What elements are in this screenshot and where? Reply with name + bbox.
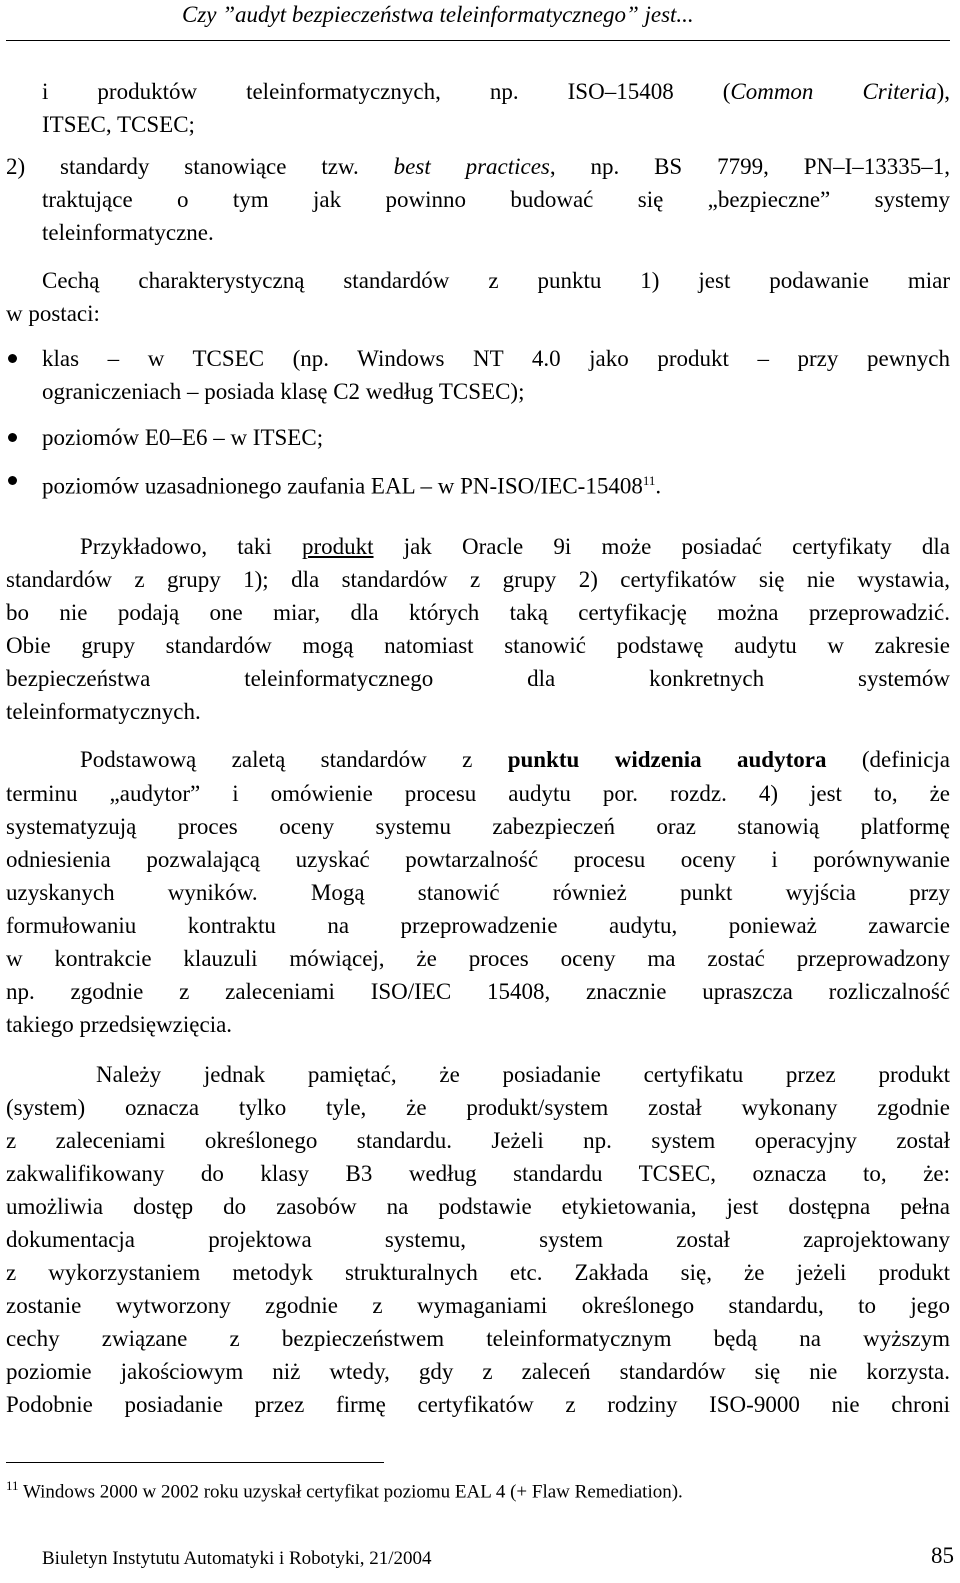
bullet-line: klas – w TCSEC (np. Windows NT 4.0 jako produkt – przy pewnych [42,346,950,371]
text: 2) standardy stanowiące tzw. [6,154,394,179]
running-header [0,0,960,44]
text: jak Oracle 9i może posiadać certyfikaty dla [373,534,951,559]
paragraph-line [80,746,950,774]
paragraph-line: formułowaniu kontraktu na przeprowadzenie audytu, ponieważ zawarcie [6,913,950,938]
paragraph-line: (system) oznacza tylko tyle, że produkt/system został wykonany zgodnie [6,1095,950,1120]
text: Podstawową zaletą standardów z [80,747,508,772]
list-line: traktujące o tym jak powinno budować się „bezpieczne” systemy [42,187,950,212]
text: poziomów uzasadnionego zaufania EAL – w PN-ISO/IEC-15408 [42,473,643,499]
text: , np. BS 7799, PN–I–13335–1, [549,154,950,179]
running-header-title: Czy ”audyt bezpieczeństwa teleinformatycznego” jest... [182,2,694,27]
footnote-number: 11 [6,1478,19,1493]
page-number: 85 [931,1543,954,1568]
text-italic: Common Criteria [730,79,937,104]
bullet-icon [6,473,20,487]
paragraph-line: standardów z grupy 1); dla standardów z grupy 2) certyfikatów się nie wystawia, [6,567,950,592]
paragraph-line: Należy jednak pamiętać, że posiadanie certyfikatu przez produkt [96,1062,950,1087]
paragraph-line: odniesienia pozwalającą uzyskać powtarzalność procesu oceny i porównywanie [6,847,950,872]
footnote [6,1478,683,1503]
text: . [655,473,662,499]
bullet-icon [6,351,20,365]
text: i produktów teleinformatycznych, np. ISO–15408 ( [42,79,731,104]
paragraph-line: z wykorzystaniem metodyk strukturalnych etc. Zakłada się, że jeżeli produkt [6,1260,950,1285]
paragraph-line: z zaleceniami określonego standardu. Jeżeli np. system operacyjny został [6,1128,950,1153]
bullet-line [42,467,661,501]
text-underlined: produkt [301,534,374,559]
paragraph-line: Obie grupy standardów mogą natomiast stanowić podstawę audytu w zakresie [6,633,950,658]
text: Przykładowo, taki [80,534,302,559]
bullet-line: poziomów E0–E6 – w ITSEC; [42,425,324,450]
text-italic: best practices [393,154,550,179]
footnote-rule [6,1462,384,1463]
list-line: teleinformatyczne. [42,220,214,245]
bullet-line: ograniczeniach – posiada klasę C2 według TCSEC); [42,379,525,404]
paragraph-line: w postaci: [6,301,100,326]
paragraph-line: bezpieczeństwa teleinformatycznego dla konkretnych systemów [6,666,950,691]
paragraph-line: uzyskanych wyników. Mogą stanowić również punkt wyjścia przy [6,880,950,905]
paragraph-line: dokumentacja projektowa systemu, system został zaprojektowany [6,1227,950,1252]
list-line: ITSEC, TCSEC; [42,112,195,137]
paragraph-line: poziomie jakościowym niż wtedy, gdy z zaleceń standardów się nie korzysta. [6,1359,950,1384]
paragraph-line: zakwalifikowany do klasy B3 według standardu TCSEC, oznacza to, że: [6,1161,950,1186]
journal-footer: Biuletyn Instytutu Automatyki i Robotyki, 21/2004 [42,1548,432,1569]
paragraph-line: systematyzują proces oceny systemu zabezpieczeń oraz stanowią platformę [6,814,950,839]
paragraph-line: Podobnie posiadanie przez firmę certyfikatów z rodziny ISO-9000 nie chroni [6,1392,950,1417]
list-item-2 [6,153,950,181]
footnote-text: Windows 2000 w 2002 roku uzyskał certyfikat poziomu EAL 4 (+ Flaw Remediation). [18,1481,683,1503]
list-line [42,78,950,106]
paragraph-line: takiego przedsięwzięcia. [6,1012,233,1037]
paragraph-line: zostanie wytworzony zgodnie z wymaganiami określonego standardu, to jego [6,1293,950,1318]
paragraph-line [80,533,950,561]
paragraph-line: np. zgodnie z zaleceniami ISO/IEC 15408, znacznie upraszcza rozliczalność [6,979,950,1004]
text-bold: punktu widzenia audytora [507,747,827,772]
header-rule [6,40,950,41]
bullet-icon [6,430,20,444]
paragraph-line: bo nie podają one miar, dla których taką certyfikację można przeprowadzić. [6,600,950,625]
paragraph-line: cechy związane z bezpieczeństwem teleinformatycznym będą na wyższym [6,1326,950,1351]
paragraph-line: w kontrakcie klauzuli mówiącej, że proces oceny ma zostać przeprowadzony [6,946,950,971]
paragraph-line: umożliwia dostęp do zasobów na podstawie etykietowania, jest dostępna pełna [6,1194,950,1219]
footnote-ref: 11 [642,473,656,488]
paragraph-line: terminu „audytor” i omówienie procesu audytu por. rozdz. 4) jest to, że [6,781,950,806]
paragraph-line: Cechą charakterystyczną standardów z punktu 1) jest podawanie miar [42,268,950,293]
text: (definicja [826,747,950,772]
text: ), [936,79,950,104]
paragraph-line: teleinformatycznych. [6,699,201,724]
